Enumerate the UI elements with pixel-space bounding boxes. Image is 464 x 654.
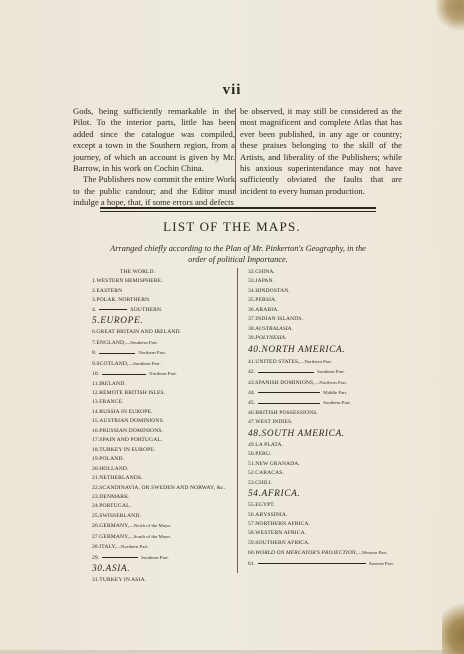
map-title: SOUTH AMERICA. <box>261 428 345 439</box>
map-part: —North of the Mayn. <box>129 523 172 529</box>
map-entry <box>248 520 408 529</box>
paragraph: be observed, it may still be considered as the most magnificent and complete Atlas that has ever been published, in any age or country; these praises belonging to the skill of the Artists, and liberality of the Publishers; while his anxious superintendance may not have sufficiently obviated the faults that are incident to every human production. <box>240 106 402 196</box>
section-rule <box>100 211 376 212</box>
map-entry <box>248 378 408 388</box>
map-title: RUSSIA IN EUROPE. <box>99 408 153 415</box>
map-title: INDIAN ISLANDS. <box>255 316 304 323</box>
map-number: 21. <box>92 475 100 482</box>
map-list-left <box>92 268 232 586</box>
map-title: CARACAS. <box>255 470 284 477</box>
map-number: 56. <box>248 511 256 518</box>
map-title: ENGLAND, <box>96 339 126 346</box>
map-entry <box>92 348 232 358</box>
map-entry <box>248 334 408 343</box>
map-entry <box>248 398 408 408</box>
map-number: 11. <box>92 380 100 387</box>
map-number: 40. <box>248 344 262 355</box>
map-entry <box>248 479 408 488</box>
continent-heading <box>248 344 408 357</box>
map-title: ASIA. <box>105 564 131 575</box>
map-entry <box>92 287 232 296</box>
continent-heading <box>248 428 408 441</box>
map-number: 57. <box>248 520 256 527</box>
map-entry <box>248 357 408 367</box>
map-entry <box>248 388 408 398</box>
map-number: 25. <box>92 512 100 519</box>
map-title: AFRICA. <box>261 489 301 500</box>
map-part: Eastern Part. <box>369 560 395 566</box>
map-entry <box>92 417 232 426</box>
map-number: 2. <box>92 287 97 294</box>
continent-heading <box>92 563 232 576</box>
map-title: ITALY, <box>99 544 117 551</box>
map-title: UNITED STATES, <box>255 358 300 365</box>
map-number: 3. <box>92 297 97 304</box>
map-title: LA PLATA. <box>255 441 284 448</box>
map-part: Northern Part. <box>149 371 177 377</box>
map-entry <box>248 539 408 548</box>
map-number: 20. <box>92 465 100 472</box>
map-number: 43. <box>248 379 256 386</box>
map-number: 45. <box>248 400 256 407</box>
map-entry <box>92 512 232 521</box>
map-number: 54. <box>248 489 262 500</box>
map-number: 58. <box>248 530 256 537</box>
ditto-rule <box>102 374 146 375</box>
map-title: POLYNESIA. <box>255 335 287 342</box>
map-title: WESTERN HEMISPHERE. <box>96 278 163 285</box>
map-entry <box>92 389 232 398</box>
map-title: AUSTRALASIA. <box>255 325 293 332</box>
map-entry <box>248 559 408 569</box>
map-title: GERMANY, <box>99 523 130 530</box>
map-number: 33. <box>248 278 256 285</box>
map-number: 32. <box>248 269 256 275</box>
map-number: 52. <box>248 470 256 477</box>
list-title: LIST OF THE MAPS. <box>163 219 301 234</box>
map-number: 4. <box>92 306 97 313</box>
map-entry <box>248 409 408 418</box>
map-title: PERU. <box>255 451 272 458</box>
map-title: AUSTRIAN DOMINIONS. <box>99 418 165 425</box>
map-entry <box>92 408 232 417</box>
map-entry <box>248 511 408 520</box>
map-number: 17. <box>92 437 100 444</box>
map-number: 37. <box>248 316 256 323</box>
map-number: 19. <box>92 456 100 463</box>
map-title: EUROPE. <box>100 316 144 327</box>
map-title: HOLLAND. <box>99 465 129 472</box>
map-title: NEW GRANADA. <box>255 460 300 467</box>
map-number: 38. <box>248 325 256 332</box>
map-number: 35. <box>248 297 256 304</box>
map-number: 61. <box>248 560 256 567</box>
map-title: WEST INDIES. <box>255 419 293 426</box>
text-column-left <box>73 106 235 209</box>
map-title: SOUTHERN AFRICA. <box>255 539 310 546</box>
map-number: 22. <box>92 484 100 491</box>
map-title: WESTERN AFRICA. <box>255 530 307 537</box>
ditto-rule <box>258 372 314 373</box>
continent-heading <box>92 315 232 328</box>
ditto-rule <box>258 403 320 404</box>
map-title: SOUTHERN. <box>130 306 163 313</box>
map-number: 55. <box>248 502 256 509</box>
map-number: 28. <box>92 544 100 551</box>
map-entry <box>92 446 232 455</box>
map-entry <box>248 460 408 469</box>
text-column-right <box>240 106 402 197</box>
map-number: 18. <box>92 446 100 453</box>
ditto-rule <box>102 557 138 558</box>
map-entry <box>92 277 232 286</box>
ditto-rule <box>258 563 366 564</box>
map-part: Southern Part. <box>317 369 345 375</box>
map-title: BRITISH POSSESSIONS. <box>255 409 318 416</box>
map-number: 60. <box>248 550 256 557</box>
map-part: Southern Part. <box>141 554 169 560</box>
map-entry <box>92 474 232 483</box>
map-number: 14. <box>92 408 100 415</box>
ditto-rule <box>99 353 135 354</box>
map-title: SCANDINAVIA, OR SWEDEN AND NORWAY, &c. <box>99 484 226 491</box>
map-part: —Western Part. <box>357 550 388 556</box>
map-title: TURKEY IN EUROPE. <box>99 446 156 453</box>
map-number: 36. <box>248 306 256 313</box>
map-title: NORTH AMERICA. <box>261 344 346 355</box>
map-part: Northern Part. <box>138 350 167 356</box>
map-list-right <box>248 268 408 569</box>
ditto-rule <box>99 309 127 310</box>
list-heading: THE WORLD. <box>120 269 156 275</box>
map-number: 50. <box>248 451 256 458</box>
map-entry <box>92 436 232 445</box>
map-title: ABYSSINIA. <box>255 511 288 518</box>
map-number: 31. <box>92 577 100 584</box>
map-title: PERSIA. <box>255 297 277 304</box>
map-title: GREAT BRITAIN AND IRELAND. <box>96 329 182 336</box>
map-entry <box>248 469 408 478</box>
map-number: 44. <box>248 389 256 396</box>
map-number: 59. <box>248 539 256 546</box>
map-title: CHILI. <box>255 479 273 486</box>
map-entry <box>92 328 232 337</box>
map-entry <box>92 455 232 464</box>
map-title: SPANISH DOMINIONS, <box>255 379 315 386</box>
map-title: HINDOSTAN. <box>255 287 290 294</box>
map-title: SPAIN AND PORTUGAL. <box>99 437 163 444</box>
map-number: 41. <box>248 358 256 365</box>
corner-stain <box>436 0 464 34</box>
map-number: 24. <box>92 503 100 510</box>
map-number: 46. <box>248 409 256 416</box>
map-title: EGYPT. <box>255 502 275 509</box>
map-entry <box>92 398 232 407</box>
map-entry <box>248 418 408 427</box>
map-title: POLAR. NORTHERN. <box>96 297 151 304</box>
map-entry <box>248 296 408 305</box>
corner-stain <box>442 594 464 654</box>
map-part: —South of the Mayn. <box>129 533 172 539</box>
continent-heading <box>248 488 408 501</box>
map-title: DENMARK. <box>99 493 130 500</box>
map-title: PRUSSIAN DOMINIONS. <box>99 427 164 434</box>
map-part: —Northern Part. <box>299 358 333 364</box>
map-entry <box>92 532 232 542</box>
map-title: IRELAND. <box>99 380 126 387</box>
map-title: ARABIA. <box>255 306 279 313</box>
map-entry <box>92 359 232 369</box>
map-entry <box>248 367 408 377</box>
map-entry <box>92 576 232 585</box>
map-entry <box>92 380 232 389</box>
map-number: 53. <box>248 479 256 486</box>
map-number: 12. <box>92 389 100 396</box>
list-subtitle: Arranged chiefly according to the Plan of Mr. Pinkerton's Geography, in the order of political Importance. <box>110 244 366 264</box>
map-entry <box>92 338 232 348</box>
map-entry <box>92 484 232 493</box>
map-number: 15. <box>92 418 100 425</box>
map-number: 49. <box>248 441 256 448</box>
map-entry <box>92 465 232 474</box>
column-divider <box>235 108 236 194</box>
page-number: vii <box>222 82 242 98</box>
map-number: 48. <box>248 428 262 439</box>
map-entry <box>92 502 232 511</box>
map-title: SWISSERLAND. <box>99 512 142 519</box>
map-number: 16. <box>92 427 100 434</box>
map-number: 9. <box>92 360 97 367</box>
map-number: 6. <box>92 329 97 336</box>
map-entry <box>248 277 408 286</box>
map-entry <box>248 325 408 334</box>
map-entry <box>248 306 408 315</box>
map-number: 26. <box>92 523 100 530</box>
map-entry <box>248 315 408 324</box>
map-title: TURKEY IN ASIA. <box>99 577 147 584</box>
map-number: 8. <box>92 350 97 357</box>
map-number: 23. <box>92 493 100 500</box>
map-title: NETHERLANDS. <box>99 475 143 482</box>
map-entry <box>248 450 408 459</box>
map-part: —Northern Part. <box>314 379 348 385</box>
map-number: 42. <box>248 369 256 376</box>
map-number: 1. <box>92 278 97 285</box>
map-title: SCOTLAND, <box>96 360 129 367</box>
map-title: REMOTE BRITISH ISLES. <box>99 389 166 396</box>
map-title: NORTHERN AFRICA. <box>255 520 311 527</box>
map-entry <box>248 548 408 558</box>
map-entry <box>248 529 408 538</box>
map-entry <box>248 441 408 450</box>
map-entry <box>92 521 232 531</box>
map-title: FRANCE. <box>99 399 124 406</box>
list-divider <box>237 268 238 573</box>
map-part: —Northern Part. <box>116 544 149 550</box>
map-number: 47. <box>248 419 256 426</box>
map-number: 34. <box>248 287 256 294</box>
map-number: 10. <box>92 371 100 378</box>
map-number: 39. <box>248 335 256 342</box>
map-entry <box>92 296 232 305</box>
map-entry <box>92 553 232 563</box>
map-title: CHINA. <box>255 269 276 275</box>
map-number: 30. <box>92 564 106 575</box>
paragraph: The Publishers now commit the entire Work to the public candour; and the Editor must indulge a hope, that, if some errors and defects <box>73 174 235 208</box>
map-entry <box>92 493 232 502</box>
map-number: 13. <box>92 399 100 406</box>
map-entry <box>92 542 232 552</box>
map-title: PORTUGAL. <box>99 503 132 510</box>
map-title: JAPAN. <box>255 278 275 285</box>
map-entry <box>92 427 232 436</box>
section-rule <box>100 207 376 209</box>
map-entry <box>248 268 408 277</box>
map-number: 51. <box>248 460 256 467</box>
map-part: Southern Part. <box>323 400 351 406</box>
map-part: —Southern Part. <box>125 339 159 345</box>
ditto-rule <box>258 392 320 393</box>
map-entry <box>248 287 408 296</box>
map-title: GERMANY, <box>99 533 130 540</box>
map-title: EASTERN <box>96 287 123 294</box>
paragraph: Gods, being sufficiently remarkable in the Pilot. To the interior parts, little has been added since the catalogue was compiled, except a town in the Southern region, from a journey, of which an account is given by Mr. Barrow, in his work on Cochin China. <box>73 106 235 174</box>
map-entry <box>92 306 232 315</box>
map-part: Middle Part. <box>323 389 348 395</box>
map-number: 5. <box>92 316 101 327</box>
map-entry <box>248 501 408 510</box>
map-number: 29. <box>92 554 100 561</box>
map-part: —Southern Part. <box>128 360 161 366</box>
map-title: WORLD ON MERCATOR'S PROJECTION, <box>255 550 358 557</box>
map-title: POLAND. <box>99 456 125 463</box>
map-entry <box>92 369 232 379</box>
map-number: 27. <box>92 533 100 540</box>
map-number: 7. <box>92 339 97 346</box>
